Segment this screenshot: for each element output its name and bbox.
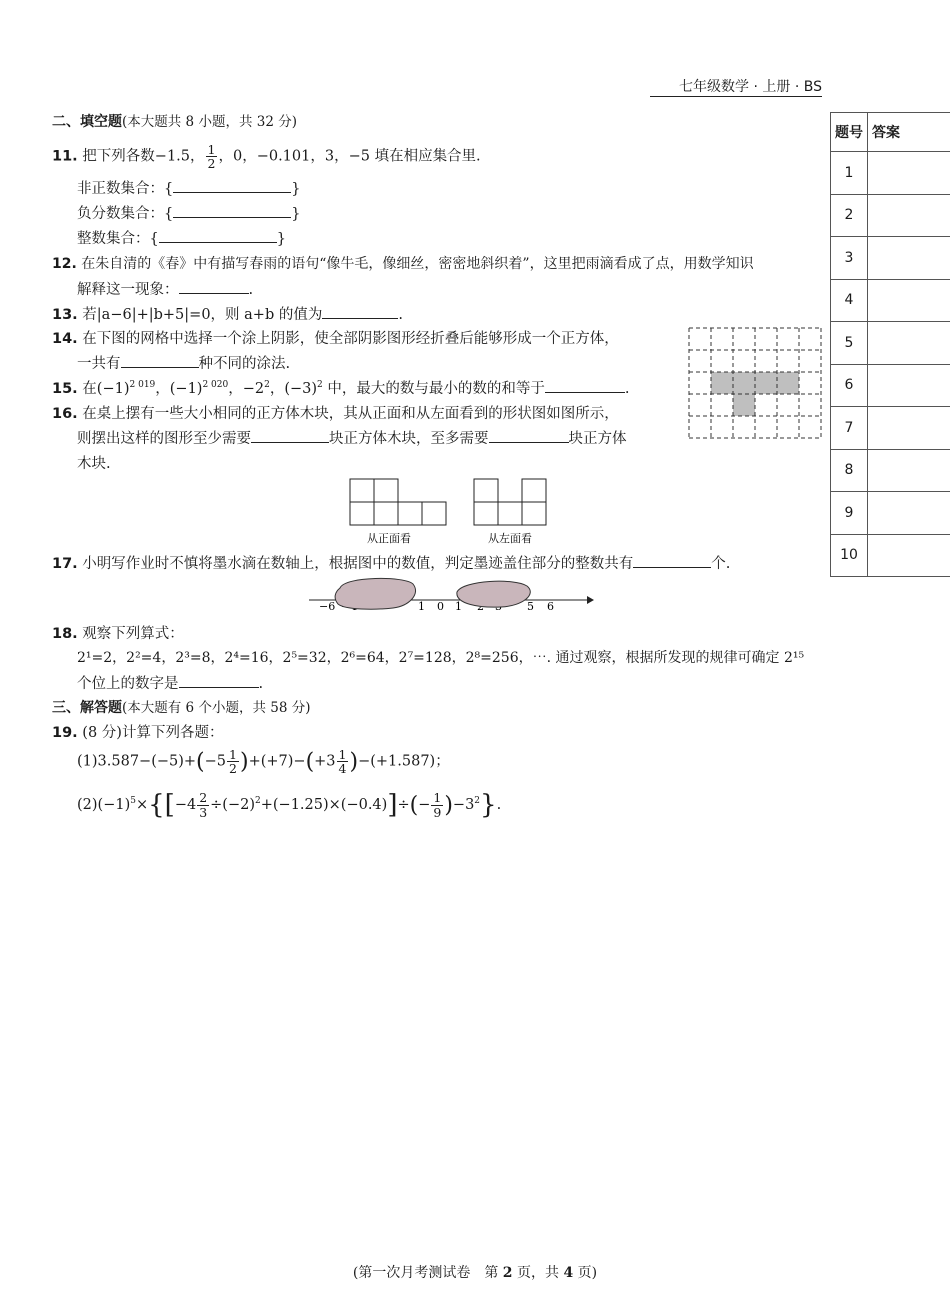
fraction xyxy=(337,748,349,775)
section-2-label: 二、填空题 xyxy=(52,114,122,130)
footer-text: (第一次月考测试卷 第 xyxy=(352,1265,503,1281)
number-line-label: 1 xyxy=(418,600,425,613)
number-line-label: −6 xyxy=(319,600,336,613)
expression-text: +(+7)− xyxy=(248,753,306,770)
question-13 xyxy=(52,303,403,324)
expression-text: − xyxy=(418,797,431,813)
answer-row xyxy=(831,194,950,237)
exponent: 2 xyxy=(264,380,270,390)
question-text: 小明写作业时不慎将墨水滴在数轴上，根据图中的数值，判定墨迹盖住部分的整数共有 xyxy=(82,556,634,572)
answer-cell[interactable] xyxy=(868,194,950,237)
question-text: 一共有 xyxy=(77,356,121,372)
question-number-cell: 10 xyxy=(831,534,868,577)
shaded-cell xyxy=(777,372,799,394)
expression-text: −(+1.587)； xyxy=(358,753,450,770)
three-view-figure xyxy=(345,474,555,546)
question-11 xyxy=(52,143,481,170)
expression-text: (2)(−1) xyxy=(77,797,131,813)
section-3-title xyxy=(52,696,310,717)
expression-text: . xyxy=(496,797,502,813)
section-3-note: (本大题有 6 个小题，共 58 分) xyxy=(122,700,311,716)
left-paren: ( xyxy=(409,793,419,818)
shaded-cell xyxy=(733,372,755,394)
fraction xyxy=(431,791,443,818)
left-paren: ( xyxy=(305,749,315,775)
question-number-cell: 2 xyxy=(831,194,868,237)
number-line-figure xyxy=(305,574,595,614)
question-number-cell: 9 xyxy=(831,492,868,535)
question-number: 12. xyxy=(52,256,77,272)
exponent: 5 xyxy=(130,796,136,806)
section-2-title xyxy=(52,110,297,131)
answer-row xyxy=(831,279,950,322)
fraction-numerator: 1 xyxy=(207,142,216,157)
fraction-half xyxy=(206,143,218,170)
answer-cell[interactable] xyxy=(868,449,950,492)
shaded-cell xyxy=(733,394,755,416)
header-title: 七年级数学 · 上册 · BS xyxy=(679,79,822,95)
header-rule xyxy=(650,96,822,97)
question-number: 13. xyxy=(52,307,78,323)
answer-table xyxy=(830,112,950,577)
fraction-denominator: 9 xyxy=(433,804,442,820)
question-text: . xyxy=(398,307,403,323)
set-integer xyxy=(77,227,286,248)
question-text: ，(−3) xyxy=(269,381,318,397)
answer-blank[interactable] xyxy=(633,553,711,568)
front-view xyxy=(350,479,446,525)
question-number: 14. xyxy=(52,331,78,347)
front-view-label: 从正面看 xyxy=(367,532,411,545)
left-brace: { xyxy=(148,790,165,820)
question-number-cell: 3 xyxy=(831,237,868,280)
fraction-denominator: 2 xyxy=(207,156,216,172)
fraction-numerator: 1 xyxy=(229,747,237,762)
expression-text: ÷(−2) xyxy=(210,797,255,813)
folding-grid-figure xyxy=(688,326,824,440)
answer-blank-max[interactable] xyxy=(489,428,569,443)
answer-blank[interactable] xyxy=(179,673,259,688)
set-nonpositive xyxy=(77,177,300,198)
question-12 xyxy=(52,253,754,273)
right-bracket: ] xyxy=(387,790,398,820)
ink-blot-right xyxy=(457,581,530,607)
answer-row xyxy=(831,322,950,365)
shaded-cell xyxy=(711,372,733,394)
fraction-numerator: 1 xyxy=(433,790,442,806)
expression-text: ÷ xyxy=(397,797,410,813)
answer-cell[interactable] xyxy=(868,364,950,407)
question-text: . xyxy=(624,381,630,397)
question-19 xyxy=(52,721,223,742)
set-close: } xyxy=(291,206,301,222)
number-line-label: 5 xyxy=(527,600,534,613)
answer-row xyxy=(831,534,950,577)
section-2-note: (本大题共 8 小题，共 32 分) xyxy=(122,114,297,130)
answer-row xyxy=(831,407,950,450)
answer-blank[interactable] xyxy=(121,353,199,368)
right-paren: ) xyxy=(349,749,359,775)
answer-cell[interactable] xyxy=(868,407,950,450)
fraction-denominator: 4 xyxy=(338,761,347,777)
page-total: 4 xyxy=(563,1265,574,1281)
answer-row xyxy=(831,237,950,280)
question-16 xyxy=(52,402,619,423)
exponent: 2 xyxy=(317,380,323,390)
answer-cell[interactable] xyxy=(868,534,950,577)
question-text: 观察下列算式： xyxy=(82,626,184,642)
answer-blank[interactable] xyxy=(173,178,291,193)
question-text: 把下列各数−1.5， xyxy=(82,148,205,165)
page-number: 2 xyxy=(502,1265,513,1281)
exponent: 2 xyxy=(474,796,481,806)
question-19-part1 xyxy=(77,748,450,775)
right-brace: } xyxy=(480,790,497,820)
fraction xyxy=(227,748,239,775)
expression-text: −3 xyxy=(452,797,475,813)
answer-cell[interactable] xyxy=(868,322,950,365)
question-text: 若|a−6|+|b+5|=0，则 a+b 的值为 xyxy=(82,307,323,323)
expression-text: × xyxy=(135,797,149,813)
fraction xyxy=(197,791,209,818)
left-bracket: [ xyxy=(164,790,175,820)
answer-row xyxy=(831,364,950,407)
question-number-cell: 4 xyxy=(831,279,868,322)
header-number: 题号 xyxy=(831,113,868,152)
page-footer xyxy=(0,1262,950,1282)
question-19-part2 xyxy=(77,790,501,820)
question-number-cell: 1 xyxy=(831,152,868,195)
question-text: 在(−1) xyxy=(82,381,130,397)
exponent: 2 019 xyxy=(129,380,156,390)
right-paren: ) xyxy=(444,793,453,818)
question-number: 18. xyxy=(52,626,78,642)
question-text: . xyxy=(258,676,264,692)
footer-text: 页，共 xyxy=(512,1265,564,1281)
question-18-line2: 2¹=2，2²=4，2³=8，2⁴=16，2⁵=32，2⁶=64，2⁷=128，2⁸=256，⋯. 通过观察，根据所发现的规律可确定 2¹⁵ xyxy=(77,650,805,666)
answer-cell[interactable] xyxy=(868,152,950,195)
question-number: 11. xyxy=(52,148,78,165)
question-text: 则摆出这样的图形至少需要 xyxy=(77,431,251,447)
question-text: 种不同的涂法. xyxy=(198,356,291,372)
question-number: 19. xyxy=(52,725,78,741)
answer-cell[interactable] xyxy=(868,237,950,280)
answer-blank[interactable] xyxy=(545,378,625,393)
exponent: 2 xyxy=(255,796,261,806)
question-text: 在桌上摆有一些大小相同的正方体木块，其从正面和从左面看到的形状图如图所示， xyxy=(82,406,619,422)
exponent: 2 020 xyxy=(202,380,229,390)
question-text: ，−2 xyxy=(228,381,265,397)
question-number: 16. xyxy=(52,406,78,422)
question-number-cell: 7 xyxy=(831,407,868,450)
question-number-cell: 8 xyxy=(831,449,868,492)
expression-text: −5 xyxy=(204,753,227,770)
question-18-line3 xyxy=(77,672,263,693)
question-18 xyxy=(52,622,184,643)
set-negative-fraction xyxy=(77,202,300,223)
ink-blot-left xyxy=(335,578,415,609)
arrow-icon xyxy=(587,596,594,604)
expression-text: (1)3.587−(−5)+ xyxy=(77,753,197,770)
answer-table-header xyxy=(831,113,950,152)
question-text: 在朱自清的《春》中有描写春雨的语句“像牛毛，像细丝，密密地斜织着”，这里把雨滴看成了点，用数学知识 xyxy=(81,256,754,272)
question-text: . xyxy=(248,282,254,298)
question-number-cell: 5 xyxy=(831,322,868,365)
question-16-line3: 木块. xyxy=(77,456,111,472)
fraction-numerator: 2 xyxy=(199,790,208,806)
answer-row xyxy=(831,492,950,535)
left-view xyxy=(474,479,546,525)
left-view-label: 从左面看 xyxy=(488,532,532,545)
question-15 xyxy=(52,377,630,398)
question-text: 块正方体 xyxy=(568,431,627,447)
expression-text: −4 xyxy=(174,797,197,813)
set-label: 非正数集合：{ xyxy=(77,181,174,197)
header-answer: 答案 xyxy=(868,113,950,152)
number-line-label: 1 xyxy=(455,600,462,613)
question-number: 17. xyxy=(52,556,78,572)
right-paren: ) xyxy=(239,749,249,775)
answer-row xyxy=(831,449,950,492)
shaded-cell xyxy=(755,372,777,394)
question-text: 在下图的网格中选择一个涂上阴影，使全部阴影图形经折叠后能够形成一个正方体， xyxy=(82,331,619,347)
question-number: 15. xyxy=(52,381,78,397)
question-text: ，(−1) xyxy=(155,381,203,397)
answer-blank[interactable] xyxy=(173,203,291,218)
expression-text: +(−1.25)×(−0.4) xyxy=(260,797,388,813)
answer-blank[interactable] xyxy=(179,279,249,294)
section-3-label: 三、解答题 xyxy=(52,700,122,716)
question-text-cont: ，0，−0.101，3，−5 填在相应集合里. xyxy=(218,148,481,165)
answer-blank[interactable] xyxy=(322,304,398,319)
answer-cell[interactable] xyxy=(868,492,950,535)
answer-blank[interactable] xyxy=(159,228,277,243)
left-paren: ( xyxy=(196,749,205,775)
set-label: 负分数集合：{ xyxy=(77,206,174,222)
question-text: 中，最大的数与最小的数的和等于 xyxy=(322,381,545,397)
answer-blank-min[interactable] xyxy=(251,428,329,443)
number-line-label: 0 xyxy=(437,600,444,613)
fraction-denominator: 3 xyxy=(199,804,208,820)
fraction-numerator: 1 xyxy=(338,747,347,762)
expression-text: +3 xyxy=(314,753,336,770)
number-line-label: 6 xyxy=(547,600,554,613)
question-text: 个位上的数字是 xyxy=(77,676,179,692)
question-14-line2 xyxy=(77,352,290,373)
question-text: 解释这一现象： xyxy=(77,282,179,298)
question-number-cell: 6 xyxy=(831,364,868,407)
question-17 xyxy=(52,552,730,573)
question-text: (8 分)计算下列各题： xyxy=(82,725,224,741)
fraction-denominator: 2 xyxy=(229,761,237,777)
footer-text: 页) xyxy=(573,1265,598,1281)
question-16-line2 xyxy=(77,427,627,448)
question-14 xyxy=(52,327,619,348)
question-text: 块正方体木块，至多需要 xyxy=(329,431,489,447)
answer-cell[interactable] xyxy=(868,279,950,322)
set-label: 整数集合：{ xyxy=(77,231,159,247)
question-text: 个. xyxy=(711,556,731,572)
question-12-line2 xyxy=(77,278,253,299)
answer-row xyxy=(831,152,950,195)
set-close: } xyxy=(276,231,286,247)
set-close: } xyxy=(291,181,301,197)
